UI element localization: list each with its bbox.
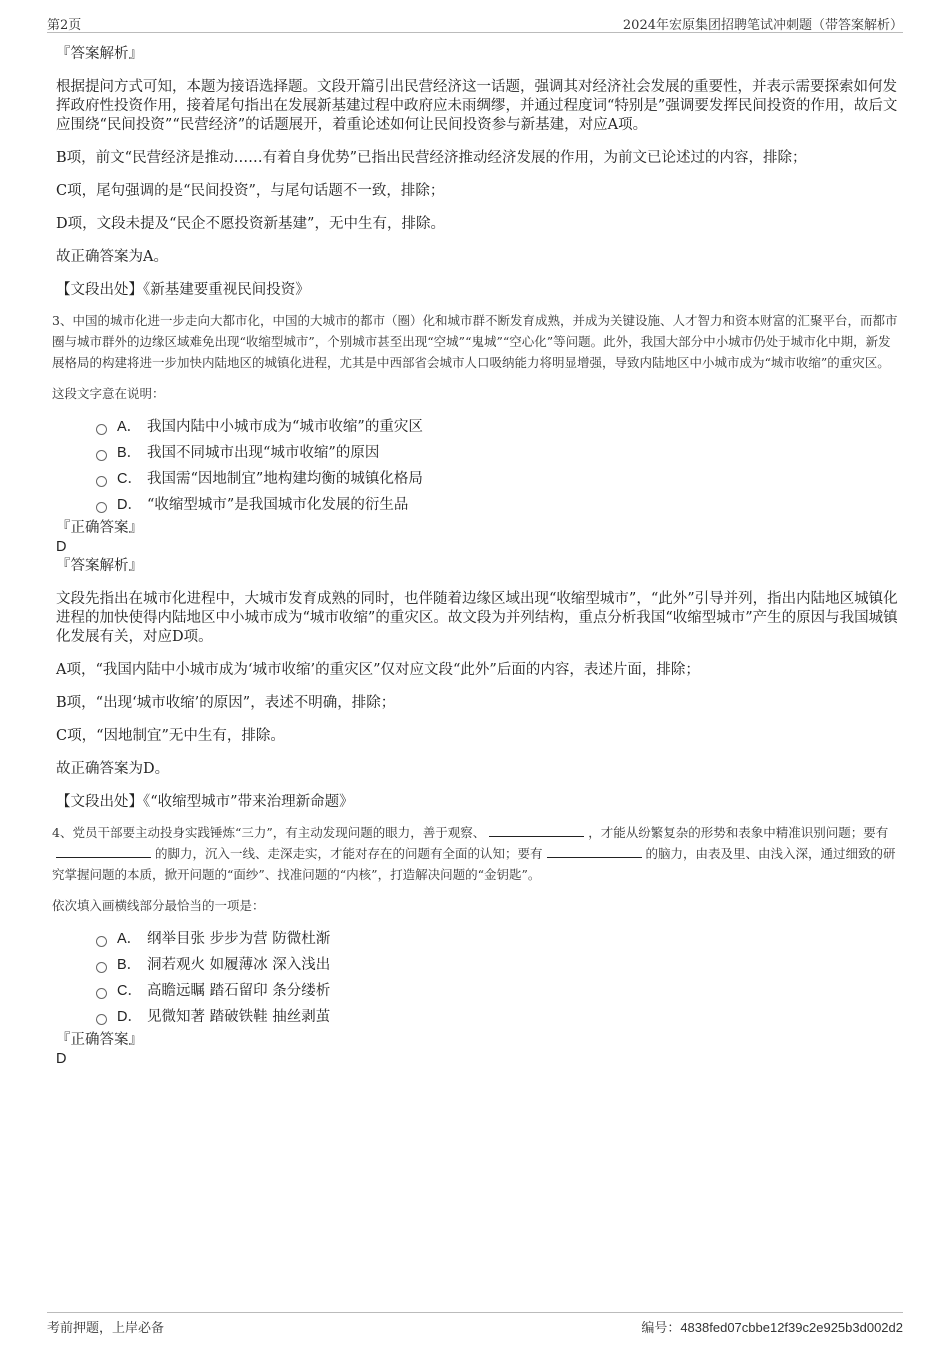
radio-icon[interactable] xyxy=(96,936,107,947)
q3-option-a[interactable]: A． 我国内陆中小城市成为“城市收缩”的重灾区 xyxy=(96,414,902,440)
footer-slogan: 考前押题，上岸必备 xyxy=(47,1321,165,1336)
radio-icon[interactable] xyxy=(96,502,107,513)
q4-prompt: 依次填入画横线部分最恰当的一项是： xyxy=(52,898,265,913)
q2-source: 【文段出处】《新基建要重视民间投资》 xyxy=(56,282,310,298)
q3-option-b[interactable]: B． 我国不同城市出现“城市收缩”的原因 xyxy=(96,440,902,466)
radio-icon[interactable] xyxy=(96,450,107,461)
q3-prompt: 这段文字意在说明： xyxy=(52,386,165,401)
document-title: 2024年宏原集团招聘笔试冲刺题（带答案解析） xyxy=(622,18,903,33)
q4-options xyxy=(96,926,902,1030)
radio-icon[interactable] xyxy=(96,424,107,435)
q3-stem: 3、中国的城市化进一步走向大都市化，中国的大城市的都市（圈）化和城市群不断发育成熟，并成为关键设施、人才智力和资本财富的汇聚平台，而都市圈与城市群外的边缘区域难免出现“收缩型城市”，个别城市甚至出现“空城”“鬼城”“空心化”等问题。此外，我国大部分中小城市仍处于城市化中期，新发展格局的构建将进一步加快内陆地区的城镇化进程，尤其是中西部省会城市人口吸纳能力将明显增强，导致内陆地区中小城市成为“城市收缩”的重灾区。 xyxy=(52,313,898,370)
fill-blank-2 xyxy=(56,844,151,858)
q2-analysis-option-c: C项，尾句强调的是“民间投资”，与尾句话题不一致，排除； xyxy=(56,183,445,199)
q4-option-a[interactable]: A． 纲举目张 步步为营 防微杜渐 xyxy=(96,926,902,952)
page-footer xyxy=(47,1312,903,1335)
q2-conclusion: 故正确答案为A。 xyxy=(56,249,168,265)
radio-icon[interactable] xyxy=(96,988,107,999)
q4-stem: 4、党员干部要主动投身实践锤炼“三力”，有主动发现问题的眼力，善于观察、 ，才能从纷繁复杂的形势和表象中精准识别问题；要有的脚力，沉入一线、走深走实，才能对存在的问题有全面的认知；要有 的脑力，由表及里、由浅入深，通过细致的研究掌握问题的本质，掀开问题的“面纱”、找准问题的“内核”，打造解决问题的“金钥匙”。 xyxy=(52,825,896,882)
q2-analysis-label: 『答案解析』 xyxy=(56,46,143,62)
q3-analysis-option-a: A项，“我国内陆中小城市成为‘城市收缩’的重灾区”仅对应文段“此外”后面的内容，表述片面，排除； xyxy=(56,662,700,678)
q2-analysis-option-b: B项，前文“民营经济是推动……有着自身优势”已指出民营经济推动经济发展的作用，为前文已论述过的内容，排除； xyxy=(56,150,807,166)
document-code: 编号：4838fed07cbbe12f39c2e925b3d002d2 xyxy=(641,1320,903,1336)
q4-option-b[interactable]: B． 洞若观火 如履薄冰 深入浅出 xyxy=(96,952,902,978)
q3-option-d[interactable]: D． “收缩型城市”是我国城市化发展的衍生品 xyxy=(96,492,902,518)
q3-option-c[interactable]: C． 我国需“因地制宜”地构建均衡的城镇化格局 xyxy=(96,466,902,492)
q3-options xyxy=(96,414,902,518)
q4-correct-label: 『正确答案』 xyxy=(56,1032,143,1048)
q3-analysis-paragraph: 文段先指出在城市化进程中，大城市发育成熟的同时，也伴随着边缘区域出现“收缩型城市”，“此外”引导并列，指出内陆地区城镇化进程的加快使得内陆地区中小城市成为“城市收缩”的重灾区。故文段为并列结构，重点分析我国“收缩型城市”产生的原因与我国城镇化发展有关，对应D项。 xyxy=(56,591,898,645)
q3-correct-label: 『正确答案』 xyxy=(56,520,143,536)
page-content xyxy=(52,44,902,1068)
q3-analysis-option-b: B项，“出现‘城市收缩’的原因”，表述不明确，排除； xyxy=(56,695,396,711)
q3-analysis-label: 『答案解析』 xyxy=(56,558,143,574)
q2-analysis-option-d: D项，文段未提及“民企不愿投资新基建”，无中生有，排除。 xyxy=(56,216,445,232)
q4-option-d[interactable]: D． 见微知著 踏破铁鞋 抽丝剥茧 xyxy=(96,1004,902,1030)
fill-blank-3 xyxy=(547,844,642,858)
radio-icon[interactable] xyxy=(96,962,107,973)
q4-correct-answer: D xyxy=(56,1051,67,1067)
q3-conclusion: 故正确答案为D。 xyxy=(56,761,170,777)
q3-analysis-option-c: C项，“因地制宜”无中生有，排除。 xyxy=(56,728,285,744)
page-number: 第2页 xyxy=(47,18,82,33)
q3-correct-answer: D xyxy=(56,539,67,555)
q3-source: 【文段出处】《“收缩型城市”带来治理新命题》 xyxy=(56,794,354,810)
q2-analysis-paragraph: 根据提问方式可知，本题为接语选择题。文段开篇引出民营经济这一话题，强调其对经济社会发展的重要性，并表示需要探索如何发挥政府性投资作用，接着尾句指出在发展新基建过程中政府应未雨绸缪，并通过程度词“特别是”强调要发挥民间投资的作用，故后文应围绕“民间投资”“民营经济”的话题展开，着重论述如何让民间投资参与新基建，对应A项。 xyxy=(56,79,898,133)
radio-icon[interactable] xyxy=(96,476,107,487)
fill-blank-1 xyxy=(489,823,584,837)
radio-icon[interactable] xyxy=(96,1014,107,1025)
q4-option-c[interactable]: C． 高瞻远瞩 踏石留印 条分缕析 xyxy=(96,978,902,1004)
page-header xyxy=(47,12,903,33)
